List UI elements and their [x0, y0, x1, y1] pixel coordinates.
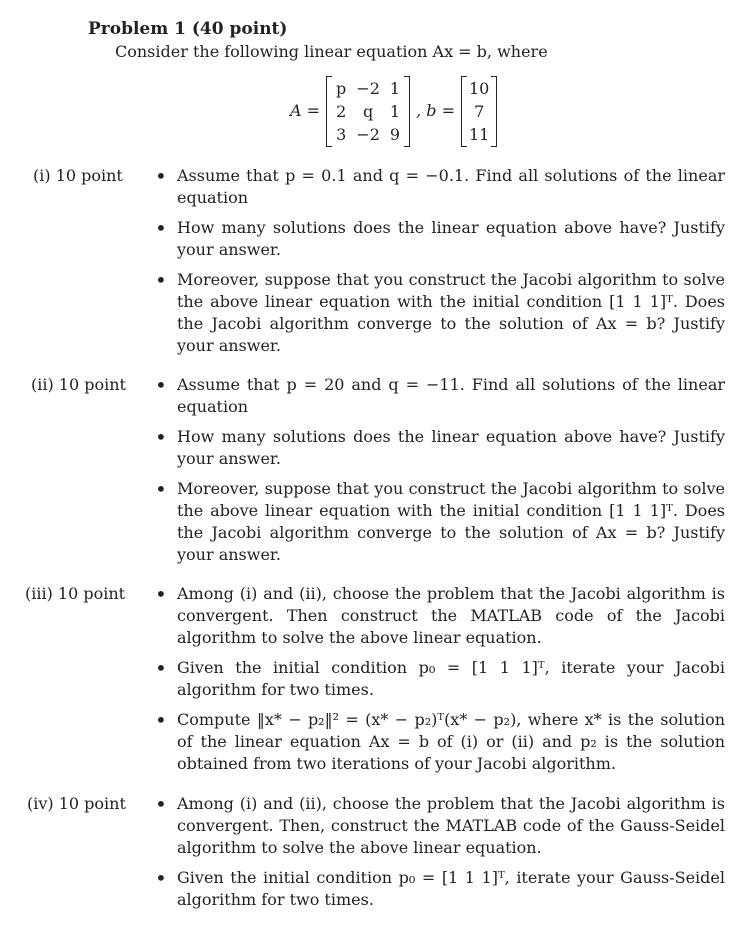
list-item: • Moreover, suppose that you construct the Jacobi algorithm to solve the above linear equation with the initial condition [1 1 1]ᵀ. Does the Jacobi algorithm converge to the solution of Ax = b? Justify your answer. [155, 478, 725, 566]
matrix-a [326, 77, 410, 146]
list-item: • Given the initial condition p₀ = [1 1 1]ᵀ, iterate your Jacobi algorithm for two times. [155, 657, 725, 701]
vector-b-label: , b = [416, 101, 455, 120]
matrix-a-label: A = [290, 101, 321, 120]
item-list [155, 583, 725, 783]
matrix-a-cell: 3 [336, 124, 347, 144]
item-list [155, 793, 725, 919]
part-label: (iii) 10 point [25, 584, 126, 603]
list-item: • Compute ‖x* − p₂‖² = (x* − p₂)ᵀ(x* − p₂), where x* is the solution of the linear equation Ax = b of (i) or (ii) and p₂ is the solution obtained from two iterations of your Jacobi algorithm. [155, 709, 725, 775]
list-item: • Among (i) and (ii), choose the problem that the Jacobi algorithm is convergent. Then construct the MATLAB code of the Jacobi algorithm to solve the above linear equation. [155, 583, 725, 649]
item-list [155, 165, 725, 365]
matrix-a-cell: −2 [356, 78, 380, 98]
list-item: • Moreover, suppose that you construct the Jacobi algorithm to solve the above linear equation with the initial condition [1 1 1]ᵀ. Does the Jacobi algorithm converge to the solution of Ax = b? Justify your answer. [155, 269, 725, 357]
list-item: • Among (i) and (ii), choose the problem that the Jacobi algorithm is convergent. Then, construct the MATLAB code of the Gauss-Seidel algorithm to solve the above linear equation. [155, 793, 725, 859]
vector-b-cell: 7 [474, 101, 485, 121]
vector-b [461, 77, 497, 146]
matrix-a-cell: 2 [336, 101, 347, 121]
problem-intro: Consider the following linear equation Ax = b, where [115, 42, 548, 61]
matrix-a-cell: −2 [356, 124, 380, 144]
matrix-a-cell: 9 [389, 124, 401, 144]
list-item: • Assume that p = 0.1 and q = −0.1. Find all solutions of the linear equation [155, 165, 725, 209]
problem-title: Problem 1 (40 point) [88, 19, 288, 39]
list-item: • Given the initial condition p₀ = [1 1 1]ᵀ, iterate your Gauss-Seidel algorithm for two times. [155, 867, 725, 911]
vector-b-cell: 10 [468, 78, 490, 98]
matrix-equation [290, 76, 497, 146]
vector-b-cell: 11 [468, 124, 490, 144]
matrix-a-cell: 1 [389, 78, 401, 98]
part-label: (ii) 10 point [31, 375, 126, 394]
list-item: • How many solutions does the linear equation above have? Justify your answer. [155, 426, 725, 470]
matrix-a-cell: q [362, 101, 374, 121]
part-label: (iv) 10 point [27, 794, 126, 813]
part-label: (i) 10 point [33, 166, 123, 185]
item-list [155, 374, 725, 574]
list-item: • How many solutions does the linear equation above have? Justify your answer. [155, 217, 725, 261]
matrix-a-cell: 1 [389, 101, 401, 121]
list-item: • Assume that p = 20 and q = −11. Find all solutions of the linear equation [155, 374, 725, 418]
matrix-a-cell: p [336, 78, 347, 98]
